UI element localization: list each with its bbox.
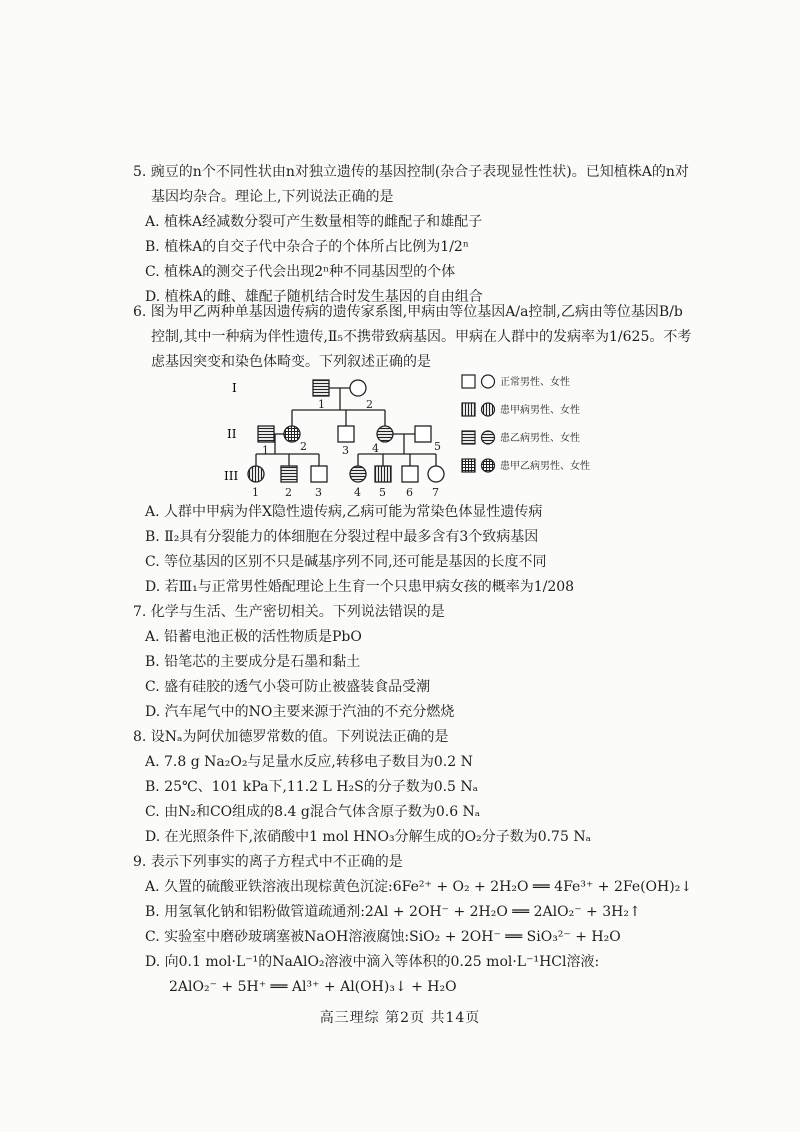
option-c: C. 实验室中磨砂玻璃塞被NaOH溶液腐蚀:SiO₂ + 2OH⁻ ══ SiO₃²⁻ + H₂O	[145, 929, 621, 945]
question-8	[133, 725, 693, 850]
question-stem: 9. 表示下列事实的离子方程式中不正确的是	[133, 854, 403, 870]
individual-label: 1	[262, 444, 269, 457]
question-6-options	[133, 500, 693, 600]
legend-label: 患乙病男性、女性	[500, 433, 580, 444]
question-6	[133, 300, 693, 375]
question-5	[133, 160, 693, 310]
legend-label: 患甲乙病男性、女性	[500, 461, 590, 472]
legend-yi-female	[482, 431, 495, 444]
option-c: C. 由N₂和CO组成的8.4 g混合气体含原子数为0.6 Nₐ	[145, 804, 481, 820]
individual-label: 6	[406, 486, 413, 499]
gen3-male-3	[311, 466, 327, 482]
gen2-female-4	[377, 426, 393, 442]
option-a: A. 铅蓄电池正极的活性物质是PbO	[145, 629, 362, 645]
individual-label: 7	[432, 486, 439, 499]
option-a: A. 7.8 g Na₂O₂与足量水反应,转移电子数目为0.2 N	[145, 754, 473, 770]
option-d-equation: 2AlO₂⁻ + 5H⁺ ══ Al³⁺ + Al(OH)₃↓ + H₂O	[169, 979, 457, 995]
legend-jiayi-male	[462, 459, 475, 472]
option-d: D. 在光照条件下,浓硝酸中1 mol HNO₃分解生成的O₂分子数为0.75 Nₐ	[145, 829, 591, 845]
legend-jia-male	[462, 403, 475, 416]
option-b: B. 植株A的自交子代中杂合子的个体所占比例为1/2ⁿ	[145, 239, 469, 255]
gen3-male-6	[402, 466, 418, 482]
question-stem: 6. 图为甲乙两种单基因遗传病的遗传家系图,甲病由等位基因A/a控制,乙病由等位基因B/b控制,其中一种病为伴性遗传,Ⅱ₅不携带致病基因。甲病在人群中的发病率为1/625。不考虑基因突变和染色体畸变。下列叙述正确的是	[133, 304, 692, 370]
pedigree-chart	[200, 370, 620, 500]
page-footer: 高三理综 第2页 共14页	[319, 1010, 481, 1026]
generation-label: I	[232, 381, 237, 395]
option-d: D. 向0.1 mol·L⁻¹的NaAlO₂溶液中滴入等体积的0.25 mol·L⁻¹HCl溶液:	[145, 954, 600, 970]
question-stem: 8. 设Nₐ为阿伏加德罗常数的值。下列说法正确的是	[133, 729, 449, 745]
gen3-female-4	[350, 466, 366, 482]
gen1-male-1	[313, 380, 329, 396]
generation-label: II	[227, 427, 237, 441]
legend-normal-male	[462, 375, 475, 388]
gen3-female-7	[428, 466, 444, 482]
legend-yi-male	[462, 431, 475, 444]
individual-label: 5	[379, 486, 386, 499]
gen2-male-5	[415, 426, 431, 442]
option-a: A. 久置的硫酸亚铁溶液出现棕黄色沉淀:6Fe²⁺ + O₂ + 2H₂O ══ 4Fe³⁺ + 2Fe(OH)₂↓	[145, 879, 693, 895]
option-a: A. 人群中甲病为伴X隐性遗传病,乙病可能为常染色体显性遗传病	[145, 504, 543, 520]
legend-jia-female	[482, 403, 495, 416]
legend-jiayi-female	[482, 459, 495, 472]
gen1-female-2	[350, 380, 366, 396]
individual-label: 3	[315, 486, 322, 499]
question-9	[133, 850, 693, 1000]
option-d: D. 汽车尾气中的NO主要来源于汽油的不充分燃烧	[145, 704, 455, 720]
option-c: C. 等位基因的区别不只是碱基序列不同,还可能是基因的长度不同	[145, 554, 547, 570]
gen3-male-2	[281, 466, 297, 482]
generation-label: III	[224, 469, 239, 483]
individual-label: 2	[366, 398, 373, 411]
gen2-female-2	[284, 426, 300, 442]
individual-label: 1	[252, 486, 259, 499]
legend-label: 正常男性、女性	[500, 377, 570, 388]
option-a: A. 植株A经减数分裂可产生数量相等的雌配子和雄配子	[145, 214, 483, 230]
individual-label: 1	[318, 398, 325, 411]
gen3-male-5	[375, 466, 391, 482]
option-b: B. 用氢氧化钠和铝粉做管道疏通剂:2Al + 2OH⁻ + 2H₂O ══ 2AlO₂⁻ + 3H₂↑	[145, 904, 641, 920]
question-7	[133, 600, 693, 725]
individual-label: 3	[342, 444, 349, 457]
option-b: B. Ⅱ₂具有分裂能力的体细胞在分裂过程中最多含有3个致病基因	[145, 529, 539, 545]
option-c: C. 植株A的测交子代会出现2ⁿ种不同基因型的个体	[145, 264, 456, 280]
individual-label: 4	[354, 486, 361, 499]
individual-label: 2	[285, 486, 292, 499]
gen2-male-3	[338, 426, 354, 442]
individual-label: 2	[300, 440, 307, 453]
option-d: D. 植株A的雌、雄配子随机结合时发生基因的自由组合	[145, 289, 483, 305]
option-b: B. 铅笔芯的主要成分是石墨和黏土	[145, 654, 361, 670]
question-stem: 5. 豌豆的n个不同性状由n对独立遗传的基因控制(杂合子表现显性性状)。已知植株A的n对基因均杂合。理论上,下列说法正确的是	[133, 164, 689, 205]
legend-normal-female	[482, 375, 495, 388]
gen3-female-1	[248, 466, 264, 482]
question-stem: 7. 化学与生活、生产密切相关。下列说法错误的是	[133, 604, 445, 620]
legend-label: 患甲病男性、女性	[500, 405, 580, 416]
option-d: D. 若Ⅲ₁与正常男性婚配理论上生育一个只患甲病女孩的概率为1/208	[145, 579, 575, 595]
gen2-male-1	[258, 426, 274, 442]
option-c: C. 盛有硅胶的透气小袋可防止被盛装食品受潮	[145, 679, 431, 695]
individual-label: 5	[434, 440, 441, 453]
individual-label: 4	[372, 442, 379, 455]
option-b: B. 25℃、101 kPa下,11.2 L H₂S的分子数为0.5 Nₐ	[145, 779, 479, 795]
